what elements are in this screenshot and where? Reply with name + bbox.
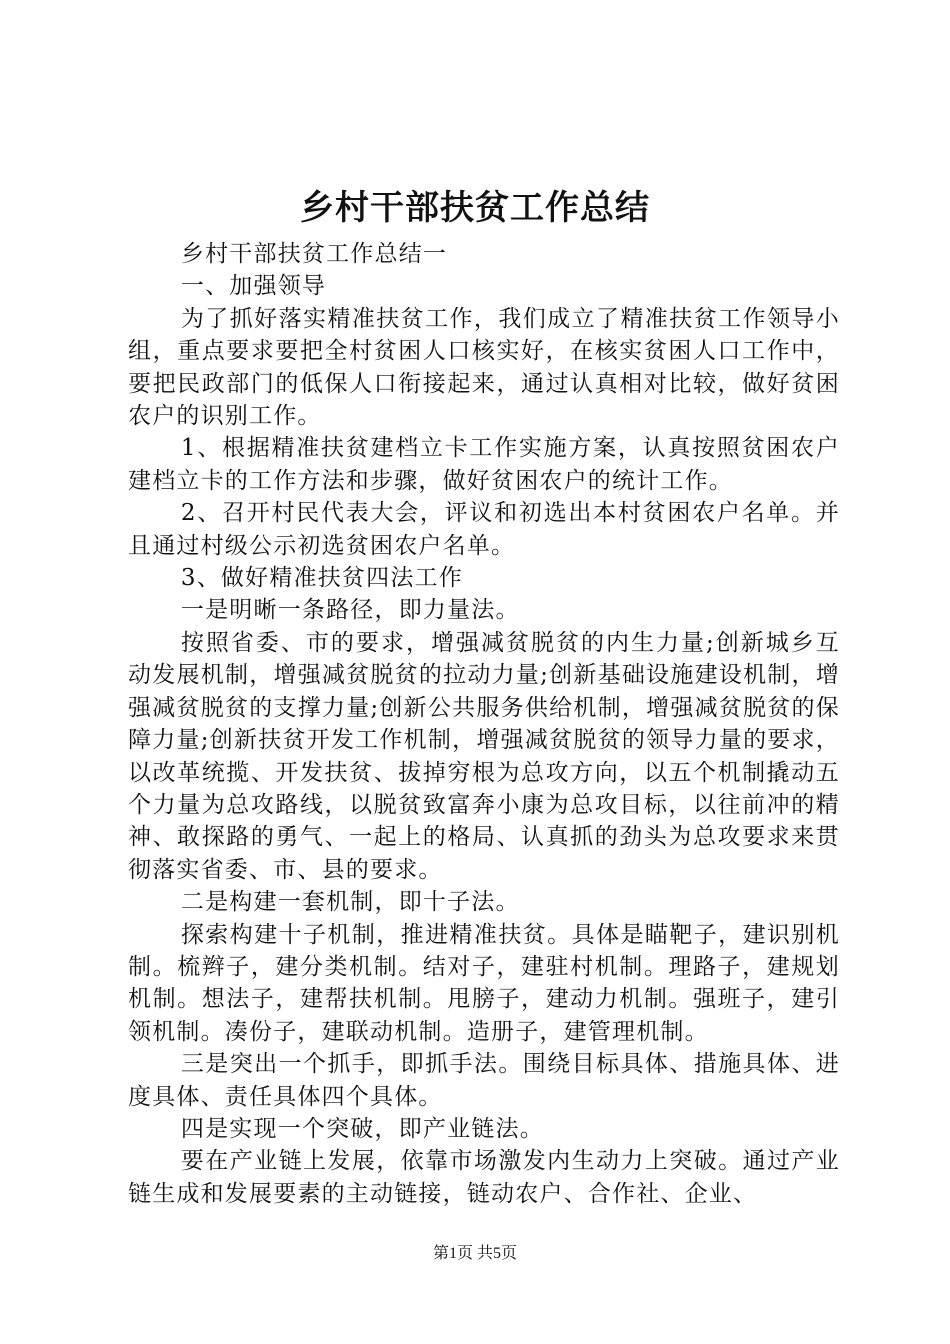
section-heading: 一、加强领导: [180, 273, 327, 300]
section-heading: 3、做好精准扶贫四法工作: [180, 565, 463, 592]
sub-heading: 二是构建一套机制，即十子法。: [180, 889, 520, 916]
body-paragraph: 探索构建十子机制，推进精准扶贫。具体是瞄靶子，建识别机制。梳辫子，建分类机制。结对子，建驻村机制。理路子，建规划机制。想法子，建帮扶机制。甩膀子，建动力机制。强班子，建引领机制。凑份子，建联动机制。造册子，建管理机制。: [128, 921, 840, 1045]
document-body: [128, 238, 840, 1210]
subtitle-paragraph: 乡村干部扶贫工作总结一: [180, 241, 448, 267]
body-paragraph: 2、召开村民代表大会，评议和初选出本村贫困农户名单。并且通过村级公示初选贫困农户名单。: [128, 500, 840, 559]
document-title: 乡村干部扶贫工作总结: [300, 188, 650, 228]
body-paragraph: 三是突出一个抓手，即抓手法。围绕目标具体、措施具体、进度具体、责任具体四个具体。: [128, 1051, 840, 1110]
body-paragraph: 1、根据精准扶贫建档立卡工作实施方案，认真按照贫困农户建档立卡的工作方法和步骤，做好贫困农户的统计工作。: [128, 435, 840, 494]
body-paragraph: 按照省委、市的要求，增强减贫脱贫的内生力量;创新城乡互动发展机制，增强减贫脱贫的拉动力量;创新基础设施建设机制，增强减贫脱贫的支撑力量;创新公共服务供给机制，增强减贫脱贫的保障力量;创新扶贫开发工作机制，增强减贫脱贫的领导力量的要求，以改革统揽、开发扶贫、拔掉穷根为总攻方向，以五个机制撬动五个力量为总攻路线，以脱贫致富奔小康为总攻目标，以往前冲的精神、敢探路的勇气、一起上的格局、认真抓的劲头为总攻要求来贯彻落实省委、市、县的要求。: [128, 629, 840, 883]
body-paragraph: 为了抓好落实精准扶贫工作，我们成立了精准扶贫工作领导小组，重点要求要把全村贫困人口核实好，在核实贫困人口工作中，要把民政部门的低保人口衔接起来，通过认真相对比较，做好贫困农户的识别工作。: [128, 305, 840, 430]
sub-heading: 四是实现一个突破，即产业链法。: [180, 1115, 544, 1142]
page-footer: 第1页 共5页: [432, 1245, 517, 1262]
sub-heading: 一是明晰一条路径，即力量法。: [180, 597, 520, 624]
body-paragraph: 要在产业链上发展，依靠市场激发内生动力上突破。通过产业链生成和发展要素的主动链接，链动农户、合作社、企业、: [128, 1148, 840, 1207]
